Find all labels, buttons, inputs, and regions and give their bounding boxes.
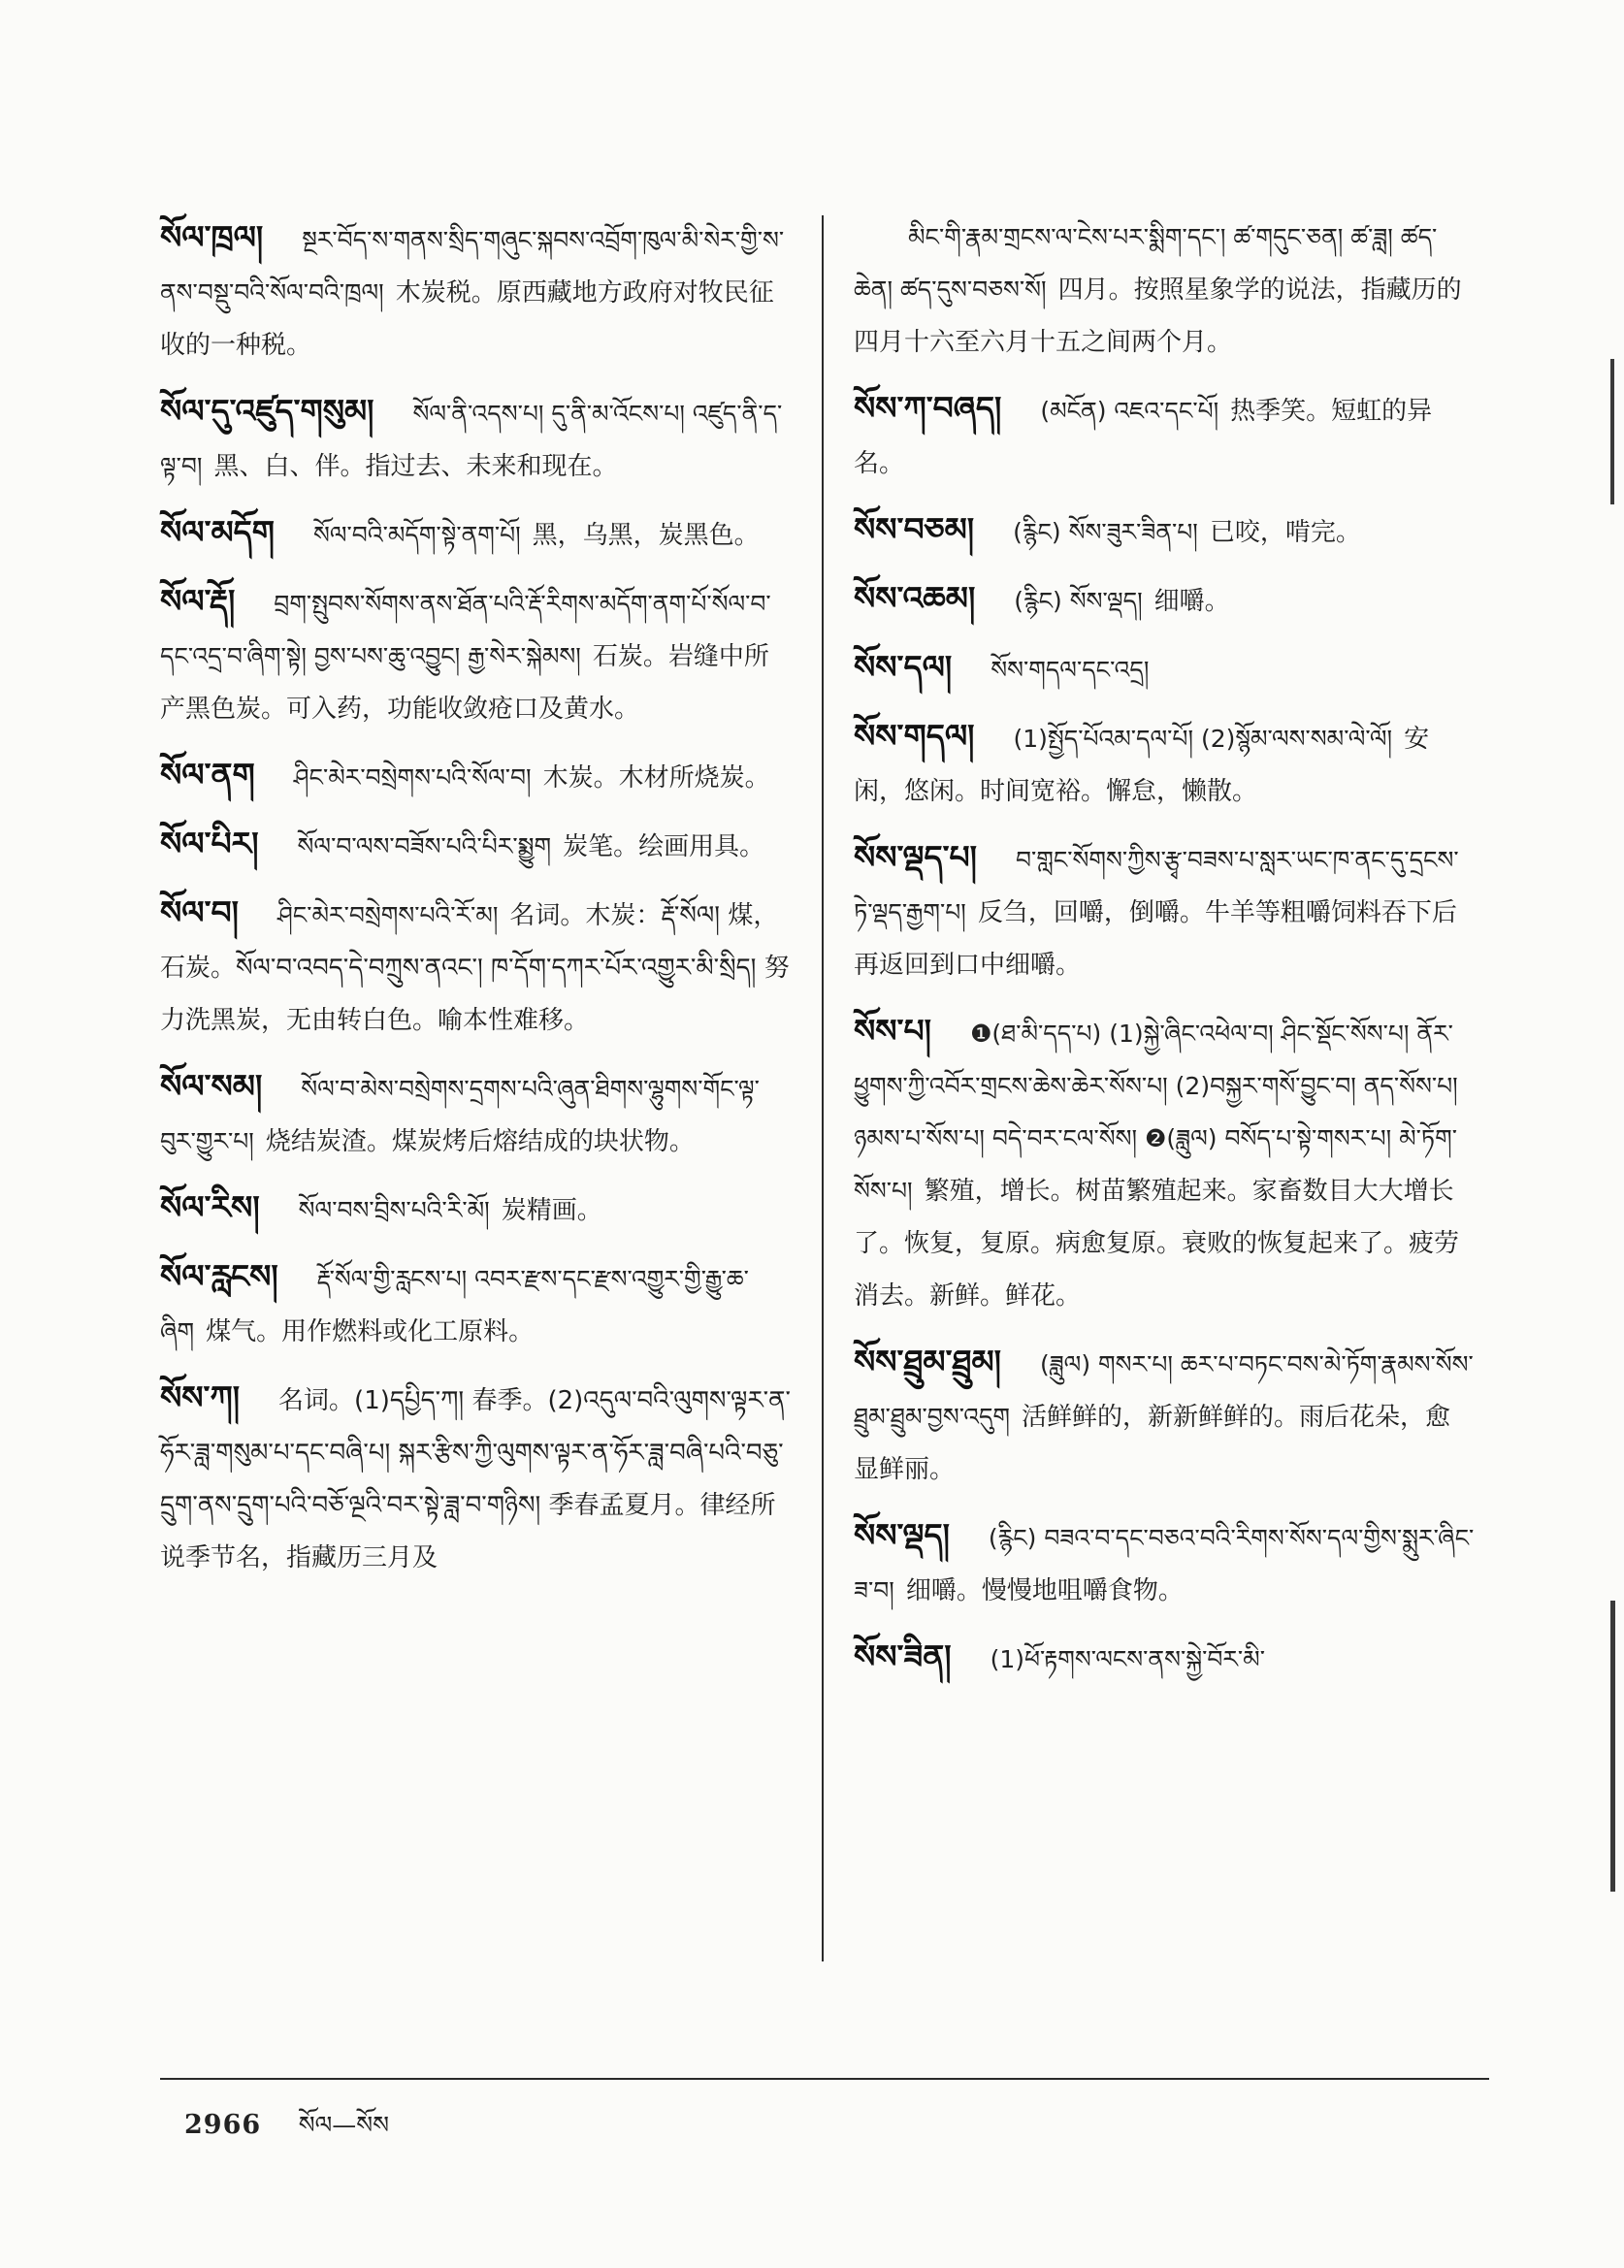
entry-body [313, 520, 760, 550]
page-footer [184, 2097, 389, 2166]
entry-headword: སོས་ཐྲུམ་ཐྲུམ། [854, 1343, 1001, 1380]
dictionary-entry [160, 1372, 791, 1584]
dictionary-entry [854, 831, 1475, 991]
entry-body [160, 900, 790, 1035]
dictionary-entry [854, 572, 1475, 628]
entry-headword: སོལ་ནག [160, 756, 255, 794]
dictionary-entry [160, 575, 791, 735]
entry-tibetan-definition: སྔར་བོད་ས་གནས་སྲིད་གཞུང་སྐབས་འབྲོག་ཁུལ་མི་སེར་གྱི་ས་ནས་བསྡུ་བའི་སོལ་བའི་ཁྲལ། [160, 226, 785, 307]
entry-chinese-definition: 细嚼。 [1153, 587, 1230, 616]
entry-body [854, 222, 1462, 357]
entry-headword: སོས་འཆམ། [854, 579, 976, 617]
dictionary-entry [854, 641, 1475, 697]
dictionary-entry [854, 1631, 1475, 1686]
dictionary-entry [160, 1060, 791, 1168]
footer-rule [160, 2078, 1489, 2080]
entry-chinese-definition: 烧结炭渣。煤炭烤后熔结成的块状物。 [265, 1127, 695, 1156]
entry-tibetan-definition: (མངོན) འཇའ་དང་པོ། [1040, 397, 1219, 425]
entry-headword: སོལ་ཁྲལ། [160, 218, 264, 256]
entry-body [1014, 586, 1229, 616]
entry-tibetan-definition: ཤིང་མེར་བསྲེགས་པའི་རོ་མ། [276, 901, 499, 929]
entry-chinese-definition: 名词。(1)དཔྱིད་ཀ། 春季。(2)འདུལ་བའི་ལུགས་ལྟར་ན་ཧོར་ཟླ་གསུམ་པ་དང་བཞི་པ། སྐར་རྩིས་ཀྱི་ལུགས་ལྟར་ན་ཧོར་ཟླ་བཞི་པའི་བཅུ་དྲུག་ནས་དྲུག་པའི་བཅོ་ལྔའི་བར་སྟེ་ཟླ་བ་གཉིས། 季春孟夏月。律经所说季节名，指藏历三月及 [160, 1386, 791, 1572]
dictionary-entry [160, 818, 791, 873]
entry-chinese-definition: 木炭。木材所烧炭。 [542, 763, 770, 793]
entry-chinese-definition: 繁殖，增长。树苗繁殖起来。家畜数目大大增长了。恢复，复原。病愈复原。衰败的恢复起来了。疲劳消去。新鲜。鲜花。 [854, 1177, 1460, 1311]
entry-tibetan-definition: སོལ་ནི་འདས་པ། དུ་ནི་མ་འོངས་པ། འཛུད་ནི་ད་ལྟ་བ། [160, 400, 783, 480]
entry-tibetan-definition: (རྙིང) སོས་ཟུར་ཟིན་པ། [1013, 518, 1198, 546]
dictionary-entry [160, 211, 791, 372]
entry-tibetan-definition: (ཟླུལ) གསར་པ། ཆར་པ་བཏང་བས་མེ་ཏོག་རྣམས་སོས་ཐྲུམ་ཐྲུམ་བྱས་འདུག [854, 1350, 1474, 1431]
scan-edge-mark [1610, 359, 1614, 504]
entry-body [160, 1385, 791, 1572]
entry-tibetan-definition: (རྙིང) བཟའ་བ་དང་བཅའ་བའི་རིགས་སོས་དལ་གྱིས་སྨུར་ཞིང་ཟ་བ། [854, 1524, 1475, 1604]
entry-chinese-definition: 反刍，回嚼，倒嚼。牛羊等粗嚼饲料吞下后再返回到口中细嚼。 [854, 898, 1457, 980]
dictionary-entry [854, 1336, 1475, 1496]
entry-tibetan-definition: རྡོ་སོལ་གྱི་རླངས་པ། འབར་རྫས་དང་རྫས་འགྱུར་གྱི་རྒྱུ་ཆ་ཞིག [160, 1265, 749, 1345]
entry-headword: སོས་དལ། [854, 648, 953, 686]
entry-headword: སོས་གདལ། [854, 717, 975, 755]
entry-headword: སོས་བཅམ། [854, 510, 975, 548]
entry-body [299, 1195, 602, 1225]
entry-body [854, 1019, 1459, 1311]
dictionary-entry [854, 382, 1475, 490]
entry-headword: སོས་ཀ་བཞད། [854, 389, 1002, 427]
entry-body [298, 831, 765, 861]
entry-chinese-definition: 炭精画。 [501, 1196, 602, 1225]
entry-chinese-definition: 炭笔。绘画用具。 [563, 832, 765, 861]
entry-tibetan-definition: ཤིང་མེར་བསྲེགས་པའི་སོལ་བ། [293, 763, 532, 792]
column-divider [822, 215, 824, 1961]
entry-tibetan-definition: བྲག་སྤུབས་སོགས་ནས་ཐོན་པའི་རྡོ་རིགས་མདོག་ནག་པོ་སོལ་བ་དང་འདྲ་བ་ཞིག་སྟེ། བྱས་པས་ཆུ་འབྱུང། རྒྱ་སེར་སྐེམས། [160, 590, 771, 670]
entry-tibetan-definition: (རྙིང) སོས་ལྡད། [1014, 587, 1143, 615]
scan-edge-mark [1610, 1601, 1615, 1892]
entry-chinese-definition: 已咬，啃完。 [1209, 518, 1361, 547]
dictionary-entry [160, 1250, 791, 1358]
entry-chinese-definition: 活鲜鲜的，新新鲜鲜的。雨后花朵，愈显鲜丽。 [854, 1403, 1451, 1484]
entry-body [991, 655, 1160, 685]
entry-headword: སོས་ཀ། [160, 1378, 241, 1416]
right-column [854, 211, 1475, 1700]
page-number: 2966 [184, 2110, 262, 2140]
entry-headword: སོལ་བ། [160, 893, 239, 931]
entry-tibetan-definition: བ་གླང་སོགས་ཀྱིས་རྩྭ་བཟས་པ་སླར་ཡང་ཁ་ནང་དུ་དྲངས་ཏེ་ལྡད་རྒྱག་པ། [854, 846, 1459, 926]
entry-headword: སོས་ཟིན། [854, 1637, 952, 1675]
entry-chinese-definition: 名词。木炭：རྡོ་སོལ། 煤，石炭。སོལ་བ་འབད་དེ་བཀྲུས་ནའང་། ཁ་དོག་དཀར་པོར་འགྱུར་མི་སྲིད། 努力洗黑炭，无由转白色。喻本性难移。 [160, 901, 790, 1035]
page-range: སོལ—སོས [298, 2111, 390, 2139]
entry-headword: སོལ་སམ། [160, 1067, 263, 1105]
dictionary-entry [854, 1509, 1475, 1617]
entry-headword: སོལ་རྡོ། [160, 582, 236, 620]
dictionary-entry [160, 506, 791, 562]
entry-chinese-definition: 煤气。用作燃料或化工原料。 [206, 1317, 535, 1346]
entry-chinese-definition: 木炭税。原西藏地方政府对牧民征收的一种税。 [160, 278, 774, 360]
entry-tibetan-definition: སོལ་བ་ལས་བཟོས་པའི་པིར་སྨྱུག [297, 832, 552, 860]
dictionary-entry [160, 749, 791, 804]
entry-tibetan-definition: ❶(ཐ་མི་དད་པ) (1)སྐྱེ་ཞིང་འཕེལ་བ། ཤིང་སྡོང་སོས་པ། ནོར་ཕྱུགས་ཀྱི་འབོར་གྲངས་ཆེས་ཆེར་སོས་པ། (2)བསྐྱར་གསོ་བྱུང་བ། ནད་སོས་པ། ཉམས་པ་སོས་པ། བདེ་བར་ངལ་སོས། ❷(ཟླུལ) བསོད་པ་སྟེ་གསར་པ། མེ་ཏོག་སོས་པ། [854, 1020, 1458, 1205]
entry-headword: སོས་ལྡད། [854, 1516, 950, 1554]
entry-headword: སོལ་པིར། [160, 825, 259, 862]
entry-chinese-definition: 细嚼。慢慢地咀嚼食物。 [905, 1576, 1184, 1605]
entry-tibetan-definition: (1)ཕོ་རྟགས་ལངས་ནས་སྐྱེ་བོར་མི་ [990, 1645, 1265, 1673]
dictionary-entry [160, 887, 791, 1047]
entry-headword: སོས་ལྡད་པ། [854, 838, 977, 876]
dictionary-entry [854, 503, 1475, 559]
entry-chinese-definition: 热季笑。短虹的异名。 [854, 397, 1433, 478]
entry-tibetan-definition: (1)སྤྱོད་པོའམ་དལ་པོ། (2)སྙོམ་ལས་སམ་ལེ་ལོ། [1013, 725, 1393, 753]
entry-headword: སོས་པ། [854, 1012, 931, 1050]
entry-headword: སོལ་རིས། [160, 1188, 260, 1226]
entry-chinese-definition: 四月。按照星象学的说法，指藏历的四月十六至六月十五之间两个月。 [854, 275, 1462, 357]
entry-headword: སོལ་རླངས། [160, 1257, 278, 1295]
entry-body [294, 762, 770, 793]
entry-chinese-definition: 黑，乌黑，炭黑色。 [532, 521, 760, 550]
entry-chinese-definition: 安闲，悠闲。时间宽裕。懈怠，懒散。 [854, 725, 1430, 806]
entry-chinese-definition: 石炭。岩缝中所产黑色炭。可入药，功能收敛疮口及黄水。 [160, 642, 769, 724]
entry-tibetan-definition: སོལ་བ་མེས་བསྲེགས་དྲགས་པའི་ཞུན་ཐིགས་ལྷུགས་གོང་ལྟ་བུར་གྱུར་པ། [160, 1075, 760, 1155]
entry-body [1013, 517, 1361, 547]
left-column [160, 211, 791, 1598]
entry-headword: སོལ་མདོག [160, 513, 276, 551]
entry-headword: སོལ་དུ་འཛུད་གསུམ། [160, 392, 374, 430]
entry-tibetan-definition: སོལ་བས་བྲིས་པའི་རི་མོ། [298, 1196, 490, 1224]
entry-tibetan-definition: མིང་གི་རྣམ་གྲངས་ལ་ངེས་པར་སྨིག་དང་། ཚ་གདུང་ཅན། ཚ་ཟླ། ཚད་ཆེན། ཚད་དུས་བཅས་སོ། [854, 223, 1438, 304]
entry-chinese-definition: 黑、白、伴。指过去、未来和现在。 [213, 452, 618, 481]
dictionary-entry [854, 1005, 1475, 1322]
entry-body [991, 1644, 1277, 1674]
entry-body [160, 589, 771, 724]
dictionary-entry [854, 710, 1475, 818]
dictionary-entry [160, 1182, 791, 1237]
entry-tibetan-definition: སོལ་བའི་མདོག་སྟེ་ནག་པོ། [313, 521, 521, 549]
dictionary-entry [160, 385, 791, 493]
entry-tibetan-definition: སོས་གདལ་དང་འདྲ། [991, 656, 1150, 684]
dictionary-entry [854, 211, 1475, 369]
